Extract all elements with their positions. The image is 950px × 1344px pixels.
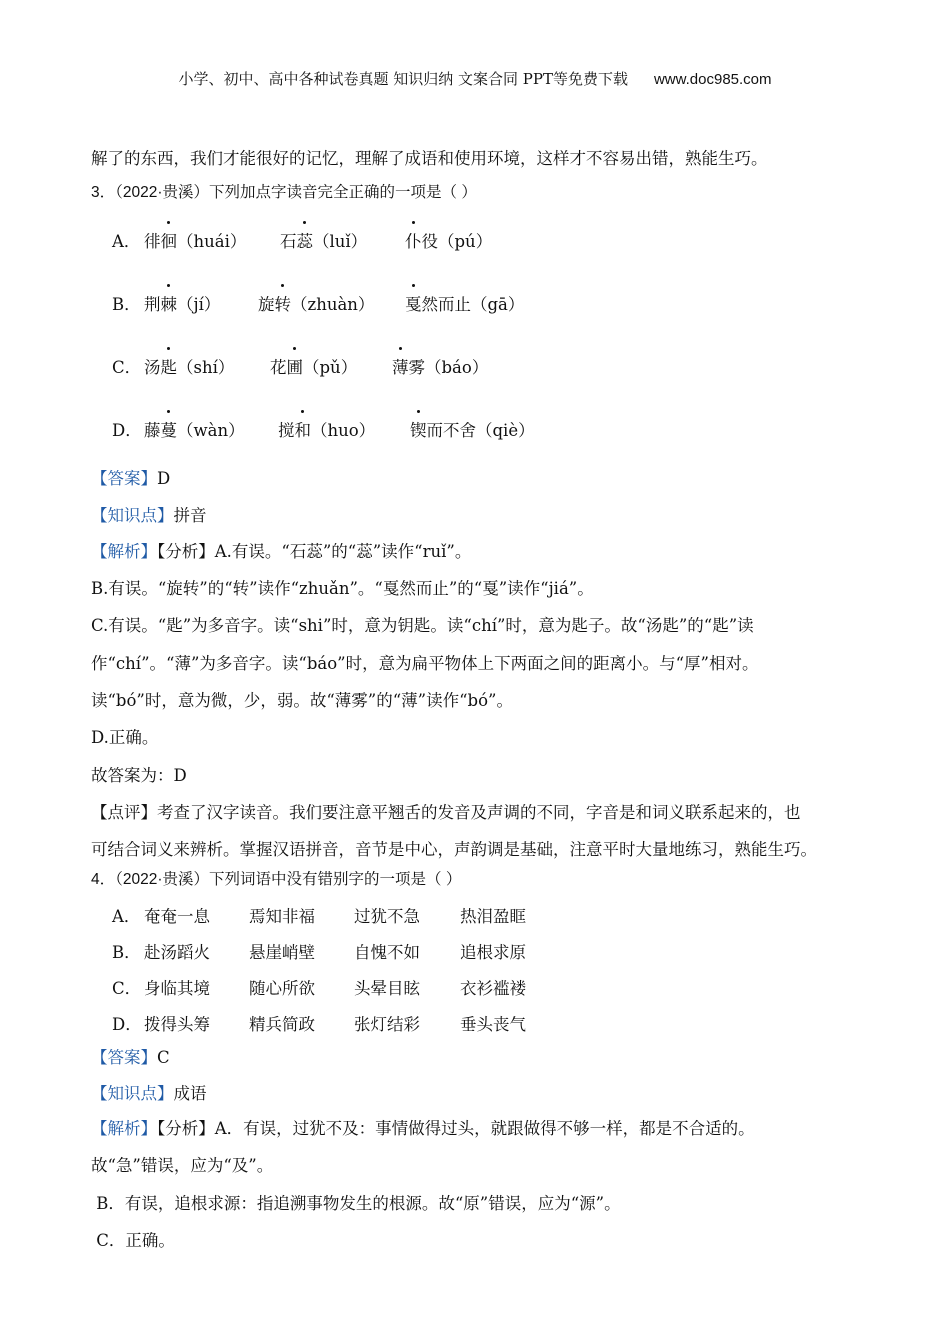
- dotted-character: 蕊: [297, 228, 314, 252]
- q4-option-word: 焉知非福: [249, 907, 315, 926]
- q4-option-label: C．: [112, 979, 142, 998]
- intro-line: 解了的东西，我们才能很好的记忆，理解了成语和使用环境，这样才不容易出错，熟能生巧。: [91, 149, 768, 168]
- q3-analysis-line: B.有误。“旋转”的“转”读作“zhuǎn”。“戛然而止”的“戛”读作“jiá”。: [91, 579, 594, 598]
- word-prefix: 搅: [278, 421, 295, 440]
- question-3-stem: 3．（2022·贵溪）下列加点字读音完全正确的一项是（ ）: [91, 184, 477, 201]
- q3-option-item: [392, 354, 488, 378]
- pinyin: （pǔ）: [303, 358, 358, 377]
- q3-option-item: [144, 354, 234, 378]
- q3-analysis-line: C.有误。“匙”为多音字。读“shi”时，意为钥匙。读“chí”时，意为匙子。故“汤匙”的“匙”读: [91, 616, 754, 636]
- pinyin: （jí）: [177, 295, 221, 314]
- q4-option-word: 悬崖峭壁: [249, 943, 315, 962]
- q3-option-item: [278, 417, 375, 441]
- q3-answer-tag: 【答案】: [91, 469, 157, 488]
- dotted-character: 戛: [405, 291, 422, 315]
- question-4-stem: 4．（2022·贵溪）下列词语中没有错别字的一项是（ ）: [91, 871, 462, 888]
- q4-option-label: D．: [112, 1015, 142, 1034]
- q3-option-item: [144, 291, 220, 315]
- word-suffix: 役: [421, 232, 438, 251]
- q3-analysis-line: 作“chí”。“薄”为多音字。读“báo”时，意为扁平物体上下两面之间的距离小。与“厚”相对。: [91, 653, 759, 673]
- q3-option-item: [410, 417, 535, 441]
- q4-knowledge-point: [91, 1080, 207, 1104]
- dotted-character: 蔓: [161, 417, 178, 441]
- pinyin: （báo）: [425, 358, 489, 377]
- page-header: [0, 68, 950, 89]
- q4-kp-tag: 【知识点】: [91, 1084, 174, 1103]
- q4-option-word: 随心所欲: [249, 979, 315, 998]
- dotted-character: 锲: [410, 417, 427, 441]
- pinyin: （zhuàn）: [291, 295, 375, 314]
- q4-option-word: 奄奄一息: [144, 907, 210, 926]
- q4-analysis-first: [91, 1115, 755, 1139]
- dotted-character: 匙: [161, 354, 178, 378]
- q4-option-word: 衣衫褴褛: [460, 979, 526, 998]
- q4-analysis-text: 【分析】A．有误，过犹不及：事情做得过头，就跟做得不够一样，都是不合适的。: [157, 1119, 755, 1138]
- q3-option-item: [280, 228, 367, 252]
- pinyin: （gā）: [471, 295, 525, 314]
- q3-kp-tag: 【知识点】: [91, 506, 174, 525]
- q4-option-word: 垂头丧气: [460, 1015, 526, 1034]
- q4-option-word: 精兵简政: [249, 1015, 315, 1034]
- q4-option-word: 过犹不急: [354, 907, 420, 926]
- q4-option-label: A．: [112, 907, 141, 926]
- pinyin: （huái）: [177, 232, 247, 251]
- word-prefix: 荆: [144, 295, 161, 314]
- q3-answer-value: D: [157, 469, 171, 488]
- q3-option-item: [258, 291, 374, 315]
- word-prefix: 徘: [144, 232, 161, 251]
- q3-analysis-line: 故答案为：D: [91, 765, 187, 785]
- dotted-character: 圃: [287, 354, 304, 378]
- q3-analysis-line: 读“bó”时，意为微，少，弱。故“薄雾”的“薄”读作“bó”。: [91, 690, 513, 710]
- pinyin: （wàn）: [177, 421, 245, 440]
- q4-analysis-tag: 【解析】: [91, 1119, 157, 1138]
- pinyin: （huo）: [311, 421, 376, 440]
- dotted-character: 棘: [161, 291, 178, 315]
- word-suffix: 然而止: [421, 295, 471, 314]
- q3-option-item: [144, 228, 246, 252]
- word-prefix: 藤: [144, 421, 161, 440]
- q4-option-word: 身临其境: [144, 979, 210, 998]
- q3-analysis-line: D.正确。: [91, 728, 159, 748]
- q3-option-label: C．: [112, 358, 142, 377]
- q3-kp-value: 拼音: [173, 506, 207, 525]
- header-text: 小学、初中、高中各种试卷真题 知识归纳 文案合同 PPT等免费下载: [178, 70, 628, 88]
- q3-option-item: [144, 417, 245, 441]
- pinyin: （qiè）: [476, 421, 535, 440]
- q4-answer-value: C: [157, 1048, 170, 1067]
- q4-analysis-line: B．有误，追根求源：指追溯事物发生的根源。故“原”错误，应为“源”。: [91, 1194, 621, 1213]
- q4-kp-value: 成语: [173, 1084, 207, 1103]
- word-prefix: 花: [270, 358, 287, 377]
- q4-answer-tag: 【答案】: [91, 1048, 157, 1067]
- q3-option-item: [270, 354, 357, 378]
- dotted-character: 徊: [161, 228, 178, 252]
- q4-option-word: 拨得头筹: [144, 1015, 210, 1034]
- q3-knowledge-point: [91, 502, 207, 526]
- q4-option-word: 自愧不如: [354, 943, 420, 962]
- word-prefix: 石: [280, 232, 297, 251]
- q3-analysis-line: 可结合词义来辨析。掌握汉语拼音，音节是中心，声韵调是基础，注意平时大量地练习，熟能生巧。: [91, 840, 817, 860]
- pinyin: （pú）: [438, 232, 493, 251]
- q3-option-label: B．: [112, 295, 141, 314]
- pinyin: （shí）: [177, 358, 235, 377]
- q3-option-item: [405, 291, 524, 315]
- dotted-character: 薄: [392, 354, 409, 378]
- dotted-character: 和: [295, 417, 312, 441]
- header-site: www.doc985.com: [653, 71, 772, 88]
- q4-option-word: 热泪盈眶: [460, 907, 526, 926]
- q4-option-word: 追根求原: [460, 943, 526, 962]
- q3-analysis-tag: 【解析】: [91, 542, 157, 561]
- q3-answer: [91, 465, 170, 489]
- q4-option-word: 头晕目眩: [354, 979, 420, 998]
- q4-option-word: 赴汤蹈火: [144, 943, 210, 962]
- q4-analysis-line: C．正确。: [91, 1231, 175, 1250]
- q3-option-label: D．: [112, 421, 142, 440]
- q3-analysis-line: 【点评】考查了汉字读音。我们要注意平翘舌的发音及声调的不同，字音是和词义联系起来的，也: [91, 802, 801, 822]
- q3-analysis-text: 【分析】A.有误。“石蕊”的“蕊”读作“ruǐ”。: [157, 542, 472, 561]
- q4-option-word: 张灯结彩: [354, 1015, 420, 1034]
- word-suffix: 雾: [408, 358, 425, 377]
- word-suffix: 而不舍: [426, 421, 476, 440]
- q4-answer: [91, 1044, 170, 1068]
- word-prefix: 汤: [144, 358, 161, 377]
- q4-analysis-line: 故“急”错误，应为“及”。: [91, 1156, 274, 1175]
- q3-option-label: A．: [112, 232, 141, 251]
- q3-option-item: [405, 228, 492, 252]
- dotted-character: 转: [275, 291, 292, 315]
- q3-analysis-first: [91, 538, 471, 562]
- pinyin: （luǐ）: [313, 232, 368, 251]
- word-prefix: 旋: [258, 295, 275, 314]
- q4-option-label: B．: [112, 943, 141, 962]
- dotted-character: 仆: [405, 228, 422, 252]
